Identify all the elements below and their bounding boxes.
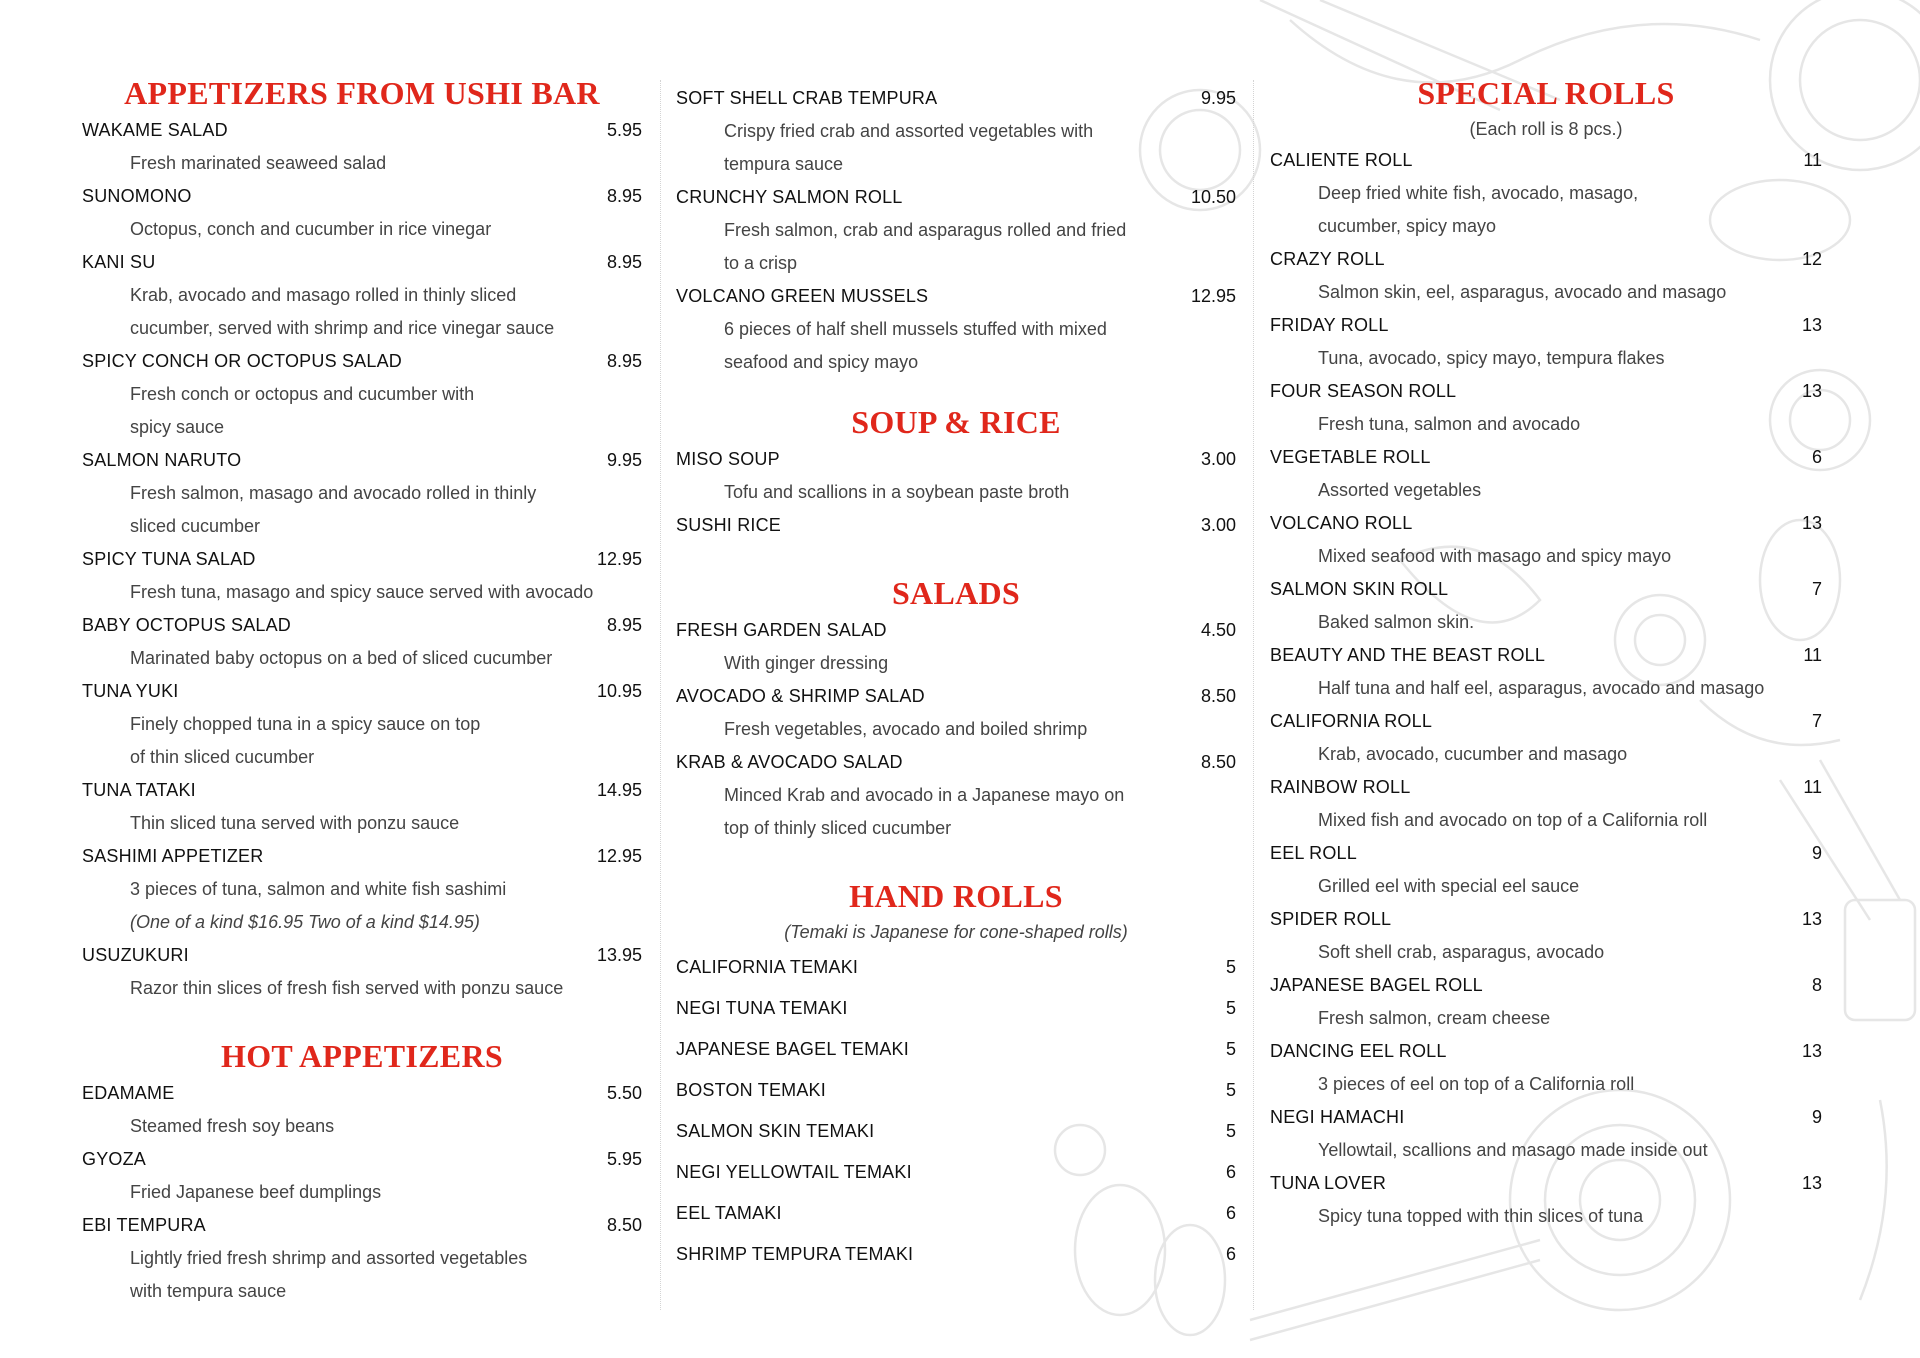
menu-item-price: 8.95 <box>606 615 642 635</box>
menu-item-description: sliced cucumber <box>130 516 261 536</box>
menu-item <box>82 114 642 147</box>
menu-item-price: 9 <box>1811 1107 1822 1127</box>
menu-item <box>82 774 642 807</box>
menu-item-name: EEL ROLL <box>1270 843 1357 863</box>
menu-item-name: SPICY CONCH OR OCTOPUS SALAD <box>82 351 403 371</box>
menu-item-description: Marinated baby octopus on a bed of sliced cucumber <box>130 648 553 668</box>
menu-item-name: SALMON SKIN ROLL <box>1270 579 1449 599</box>
menu-item-price: 5 <box>1225 1080 1236 1100</box>
menu-item-name: AVOCADO & SHRIMP SALAD <box>676 686 925 706</box>
menu-item <box>82 1143 642 1176</box>
menu-item-price: 13 <box>1801 909 1822 929</box>
menu-item-description: Yellowtail, scallions and masago made inside out <box>1318 1140 1708 1160</box>
menu-item-description: Fresh salmon, cream cheese <box>1318 1008 1551 1028</box>
menu-item-description: Fried Japanese beef dumplings <box>130 1182 382 1202</box>
menu-item-price: 8.95 <box>606 252 642 272</box>
menu-item <box>676 181 1236 214</box>
menu-item-price: 7 <box>1811 579 1822 599</box>
menu-item-description: top of thinly sliced cucumber <box>724 818 952 838</box>
menu-item <box>1270 639 1822 672</box>
menu-item-description: cucumber, spicy mayo <box>1318 216 1497 236</box>
menu-item-name: DANCING EEL ROLL <box>1270 1041 1447 1061</box>
menu-item <box>676 1152 1236 1193</box>
menu-item-description: With ginger dressing <box>724 653 889 673</box>
menu-item-name: BEAUTY AND THE BEAST ROLL <box>1270 645 1546 665</box>
salads-list <box>676 614 1236 845</box>
menu-item-price: 9.95 <box>606 450 642 470</box>
menu-item-name: JAPANESE BAGEL ROLL <box>1270 975 1483 995</box>
menu-item-price: 8 <box>1811 975 1822 995</box>
menu-item <box>676 1111 1236 1152</box>
menu-item-name: SOFT SHELL CRAB TEMPURA <box>676 88 938 108</box>
menu-item <box>82 939 642 972</box>
menu-item-description: Soft shell crab, asparagus, avocado <box>1318 942 1605 962</box>
menu-item-price: 6 <box>1225 1203 1236 1223</box>
menu-item-price: 13 <box>1801 381 1822 401</box>
menu-item-price: 9 <box>1811 843 1822 863</box>
menu-item-price: 14.95 <box>596 780 642 800</box>
menu-item-description: Fresh tuna, salmon and avocado <box>1318 414 1581 434</box>
menu-item-name: MISO SOUP <box>676 449 780 469</box>
menu-item-name: SALMON NARUTO <box>82 450 242 470</box>
menu-item-price: 13.95 <box>596 945 642 965</box>
menu-item-description: Tuna, avocado, spicy mayo, tempura flakes <box>1318 348 1665 368</box>
menu-item-name: CRAZY ROLL <box>1270 249 1385 269</box>
menu-item-description: Fresh marinated seaweed salad <box>130 153 387 173</box>
menu-item-name: EEL TAMAKI <box>676 1203 782 1223</box>
menu-item-description: Fresh tuna, masago and spicy sauce served with avocado <box>130 582 594 602</box>
menu-item-name: EDAMAME <box>82 1083 175 1103</box>
menu-item-description: Crispy fried crab and assorted vegetables with <box>724 121 1094 141</box>
menu-item-price: 11 <box>1803 777 1822 797</box>
menu-item <box>676 1070 1236 1111</box>
menu-item-description: spicy sauce <box>130 417 225 437</box>
menu-item <box>676 947 1236 988</box>
menu-item-name: TUNA LOVER <box>1270 1173 1387 1193</box>
menu-item-name: KRAB & AVOCADO SALAD <box>676 752 903 772</box>
appetizers-list <box>82 114 642 1005</box>
menu-item-name: VOLCANO ROLL <box>1270 513 1413 533</box>
menu-item-description: Razor thin slices of fresh fish served with ponzu sauce <box>130 978 564 998</box>
menu-item <box>676 443 1236 476</box>
menu-item-name: SUNOMONO <box>82 186 192 206</box>
menu-item-description: cucumber, served with shrimp and rice vinegar sauce <box>130 318 555 338</box>
menu-item-description: seafood and spicy mayo <box>724 352 919 372</box>
menu-item-description: Grilled eel with special eel sauce <box>1318 876 1580 896</box>
column-divider <box>660 80 661 1310</box>
menu-item <box>676 1234 1236 1275</box>
menu-item-description: Octopus, conch and cucumber in rice vinegar <box>130 219 492 239</box>
menu-column-right <box>1270 72 1822 1233</box>
menu-item-name: NEGI HAMACHI <box>1270 1107 1405 1127</box>
section-title-special-rolls: SPECIAL ROLLS <box>1417 75 1675 111</box>
menu-item <box>1270 144 1822 177</box>
menu-item-description: Thin sliced tuna served with ponzu sauce <box>130 813 460 833</box>
menu-item-name: VEGETABLE ROLL <box>1270 447 1431 467</box>
menu-item <box>82 1209 642 1242</box>
menu-item-description: Mixed seafood with masago and spicy mayo <box>1318 546 1672 566</box>
menu-item <box>676 746 1236 779</box>
menu-item-name: EBI TEMPURA <box>82 1215 206 1235</box>
menu-item-price: 8.95 <box>606 186 642 206</box>
menu-item-description: Fresh vegetables, avocado and boiled shrimp <box>724 719 1088 739</box>
menu-item-price: 5 <box>1225 957 1236 977</box>
menu-item-price: 8.50 <box>606 1215 642 1235</box>
menu-item-name: CALIFORNIA ROLL <box>1270 711 1433 731</box>
menu-item <box>82 444 642 477</box>
menu-item <box>1270 969 1822 1002</box>
section-title-soup-rice: SOUP & RICE <box>851 404 1061 440</box>
menu-item-price: 13 <box>1801 1173 1822 1193</box>
menu-item-description: Steamed fresh soy beans <box>130 1116 335 1136</box>
menu-item-price: 10.95 <box>596 681 642 701</box>
menu-item <box>1270 309 1822 342</box>
menu-item <box>1270 771 1822 804</box>
menu-item-name: KANI SU <box>82 252 156 272</box>
section-title-hot-appetizers: HOT APPETIZERS <box>221 1038 503 1074</box>
menu-item-price: 8.50 <box>1200 686 1236 706</box>
menu-item-description: Spicy tuna topped with thin slices of tuna <box>1318 1206 1644 1226</box>
menu-item-name: BOSTON TEMAKI <box>676 1080 826 1100</box>
menu-column-middle <box>676 82 1236 1275</box>
menu-item-price: 5.95 <box>606 120 642 140</box>
menu-item-description: Mixed fish and avocado on top of a California roll <box>1318 810 1708 830</box>
column-divider <box>1253 80 1254 1310</box>
menu-item-price: 5 <box>1225 1039 1236 1059</box>
menu-item-description: tempura sauce <box>724 154 844 174</box>
menu-item <box>1270 375 1822 408</box>
menu-item <box>1270 1101 1822 1134</box>
menu-item-price: 5 <box>1225 1121 1236 1141</box>
menu-item-name: SASHIMI APPETIZER <box>82 846 264 866</box>
special-rolls-list <box>1270 144 1822 1233</box>
menu-item-description: 3 pieces of tuna, salmon and white fish sashimi <box>130 879 507 899</box>
menu-item <box>82 543 642 576</box>
menu-item-price: 4.50 <box>1200 620 1236 640</box>
menu-item-name: CALIENTE ROLL <box>1270 150 1413 170</box>
menu-item-description: Krab, avocado and masago rolled in thinly sliced <box>130 285 517 305</box>
menu-item-name: FRIDAY ROLL <box>1270 315 1389 335</box>
menu-item <box>1270 243 1822 276</box>
menu-item-description: Finely chopped tuna in a spicy sauce on top <box>130 714 481 734</box>
menu-item-name: SUSHI RICE <box>676 515 782 535</box>
menu-item <box>676 82 1236 115</box>
menu-item-name: WAKAME SALAD <box>82 120 228 140</box>
menu-item-description: Half tuna and half eel, asparagus, avocado and masago <box>1318 678 1765 698</box>
menu-item-name: SPIDER ROLL <box>1270 909 1392 929</box>
menu-item-price: 5.95 <box>606 1149 642 1169</box>
hand-rolls-list <box>676 947 1236 1275</box>
menu-item <box>676 509 1236 542</box>
menu-item <box>1270 1035 1822 1068</box>
menu-item-description: Assorted vegetables <box>1318 480 1482 500</box>
menu-item-price: 13 <box>1801 513 1822 533</box>
menu-item <box>1270 837 1822 870</box>
special-rolls-subtitle: (Each roll is 8 pcs.) <box>1469 119 1623 139</box>
menu-item-name: NEGI YELLOWTAIL TEMAKI <box>676 1162 912 1182</box>
menu-item-name: FOUR SEASON ROLL <box>1270 381 1457 401</box>
menu-item <box>1270 507 1822 540</box>
menu-item-name: BABY OCTOPUS SALAD <box>82 615 292 635</box>
menu-item-description: Krab, avocado, cucumber and masago <box>1318 744 1628 764</box>
menu-item-description: Fresh salmon, crab and asparagus rolled and fried <box>724 220 1127 240</box>
menu-item-price: 12.95 <box>596 846 642 866</box>
hot-appetizers-list <box>82 1077 642 1308</box>
section-title-hand-rolls: HAND ROLLS <box>849 878 1063 914</box>
menu-item <box>82 840 642 873</box>
menu-item <box>82 1077 642 1110</box>
menu-item <box>82 345 642 378</box>
menu-item-name: SPICY TUNA SALAD <box>82 549 256 569</box>
menu-item <box>1270 573 1822 606</box>
menu-item-price: 13 <box>1801 315 1822 335</box>
menu-item-description: Baked salmon skin. <box>1318 612 1475 632</box>
menu-item <box>82 675 642 708</box>
menu-item <box>676 1193 1236 1234</box>
menu-item-name: USUZUKURI <box>82 945 189 965</box>
menu-item-description: of thin sliced cucumber <box>130 747 315 767</box>
menu-item-description: 6 pieces of half shell mussels stuffed with mixed <box>724 319 1107 339</box>
menu-item <box>82 180 642 213</box>
menu-item-description: Lightly fried fresh shrimp and assorted vegetables <box>130 1248 528 1268</box>
menu-item-price: 7 <box>1811 711 1822 731</box>
menu-item <box>1270 903 1822 936</box>
menu-item-description: to a crisp <box>724 253 798 273</box>
menu-item-name: FRESH GARDEN SALAD <box>676 620 887 640</box>
menu-item-name: TUNA YUKI <box>82 681 179 701</box>
tempura-extras-list <box>676 82 1236 379</box>
menu-item-description: Minced Krab and avocado in a Japanese mayo on <box>724 785 1125 805</box>
menu-item-price: 10.50 <box>1190 187 1236 207</box>
menu-item-note: (One of a kind $16.95 Two of a kind $14.95) <box>130 912 480 932</box>
menu-item <box>676 680 1236 713</box>
menu-item-price: 3.00 <box>1200 515 1236 535</box>
menu-item-price: 5.50 <box>606 1083 642 1103</box>
menu-item-price: 6 <box>1811 447 1822 467</box>
menu-item-price: 6 <box>1225 1162 1236 1182</box>
menu-item <box>676 280 1236 313</box>
menu-item-price: 12 <box>1801 249 1822 269</box>
section-title-appetizers: APPETIZERS FROM USHI BAR <box>124 75 600 111</box>
menu-item-description: 3 pieces of eel on top of a California roll <box>1318 1074 1635 1094</box>
menu-item-price: 9.95 <box>1200 88 1236 108</box>
menu-item-name: CALIFORNIA TEMAKI <box>676 957 859 977</box>
menu-item <box>676 988 1236 1029</box>
menu-column-left <box>82 72 642 1308</box>
menu-item-price: 8.95 <box>606 351 642 371</box>
menu-item <box>1270 705 1822 738</box>
menu-item <box>82 609 642 642</box>
menu-item-name: VOLCANO GREEN MUSSELS <box>676 286 929 306</box>
menu-item <box>676 614 1236 647</box>
menu-item-description: Deep fried white fish, avocado, masago, <box>1318 183 1639 203</box>
menu-item-price: 11 <box>1803 150 1822 170</box>
menu-item-name: RAINBOW ROLL <box>1270 777 1411 797</box>
menu-item-description: Tofu and scallions in a soybean paste broth <box>724 482 1070 502</box>
menu-item-description: Fresh salmon, masago and avocado rolled in thinly <box>130 483 537 503</box>
menu-item <box>82 246 642 279</box>
menu-item <box>676 1029 1236 1070</box>
menu-item-name: GYOZA <box>82 1149 147 1169</box>
menu-item <box>1270 441 1822 474</box>
menu-item-price: 12.95 <box>596 549 642 569</box>
menu-item-name: NEGI TUNA TEMAKI <box>676 998 848 1018</box>
menu-item-price: 3.00 <box>1200 449 1236 469</box>
menu-item-price: 13 <box>1801 1041 1822 1061</box>
menu-item-name: SHRIMP TEMPURA TEMAKI <box>676 1244 914 1264</box>
menu-item-price: 8.50 <box>1200 752 1236 772</box>
menu-item-price: 5 <box>1225 998 1236 1018</box>
menu-item-price: 12.95 <box>1190 286 1236 306</box>
section-title-salads: SALADS <box>891 575 1021 611</box>
hand-rolls-subtitle: (Temaki is Japanese for cone-shaped rolls) <box>784 922 1128 942</box>
menu-item-description: Fresh conch or octopus and cucumber with <box>130 384 475 404</box>
menu-item-name: TUNA TATAKI <box>82 780 196 800</box>
menu-item-description: with tempura sauce <box>130 1281 287 1301</box>
soup-rice-list <box>676 443 1236 542</box>
menu-item-name: JAPANESE BAGEL TEMAKI <box>676 1039 909 1059</box>
menu-item-price: 6 <box>1225 1244 1236 1264</box>
menu-item <box>1270 1167 1822 1200</box>
menu-item-description: Salmon skin, eel, asparagus, avocado and masago <box>1318 282 1727 302</box>
menu-item-name: CRUNCHY SALMON ROLL <box>676 187 903 207</box>
menu-item-price: 11 <box>1803 645 1822 665</box>
menu-item-name: SALMON SKIN TEMAKI <box>676 1121 875 1141</box>
